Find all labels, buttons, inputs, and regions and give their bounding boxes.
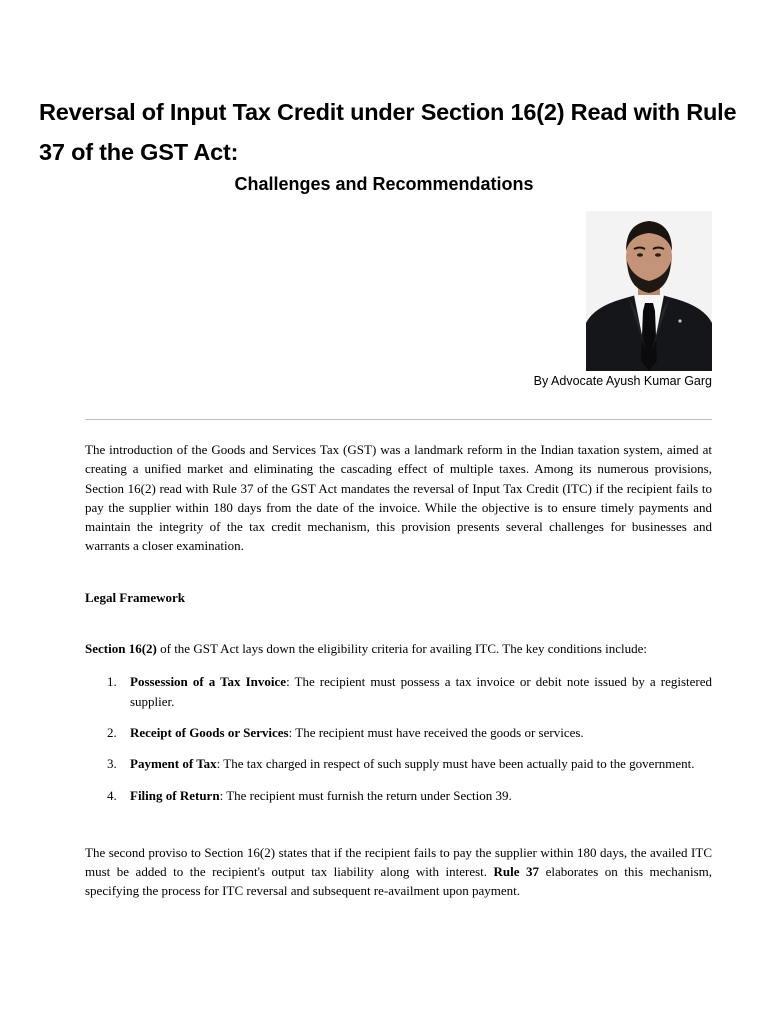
list-item-title: Payment of Tax — [130, 756, 217, 772]
list-item — [85, 754, 712, 773]
article-body — [85, 440, 712, 901]
list-item-title: Filing of Return — [130, 787, 220, 803]
list-item-text: : The recipient must possess a tax invoice or debit note issued by a registered supplier. — [130, 674, 712, 709]
page-title: Reversal of Input Tax Credit under Section 16(2) Read with Rule 37 of the GST Act: — [39, 99, 737, 165]
list-item — [85, 786, 712, 805]
list-item — [85, 672, 712, 711]
list-number: 4. — [107, 787, 117, 803]
list-item-text: : The recipient must furnish the return under Section 39. — [219, 787, 512, 803]
conditions-list — [85, 672, 712, 804]
list-item-title: Receipt of Goods or Services — [130, 724, 289, 740]
rule-37-label: Rule 37 — [493, 864, 540, 880]
list-number: 2. — [107, 724, 117, 740]
closing-paragraph — [85, 843, 712, 901]
legal-framework-heading: Legal Framework — [85, 589, 186, 605]
list-item-title: Possession of a Tax Invoice — [130, 674, 287, 690]
section-divider — [85, 419, 712, 420]
section-16-2-text: of the GST Act lays down the eligibility criteria for availing ITC. The key conditions include: — [156, 641, 648, 657]
list-item — [85, 723, 712, 742]
page-subtitle: Challenges and Recommendations — [234, 174, 534, 194]
closing-text-2: elaborates on this mechanism, specifying the process for ITC reversal and subsequent re-availment upon payment. — [85, 864, 712, 899]
closing-text-1: The second proviso to Section 16(2) states that if the recipient fails to pay the supplier within 180 days, the availed ITC must be added to the recipient's output tax liability along with interest. — [85, 844, 712, 880]
list-item-text: : The recipient must have received the goods or services. — [288, 724, 584, 740]
list-number: 1. — [107, 674, 117, 690]
list-number: 3. — [107, 756, 117, 772]
list-item-text: : The tax charged in respect of such supply must have been actually paid to the government. — [216, 756, 695, 772]
author-photo — [586, 211, 712, 371]
author-byline: By Advocate Ayush Kumar Garg — [533, 374, 712, 388]
section-16-2-label: Section 16(2) — [85, 641, 157, 657]
section-16-2-paragraph — [85, 639, 712, 658]
intro-paragraph: The introduction of the Goods and Services Tax (GST) was a landmark reform in the Indian taxation system, aimed at creating a unified market and eliminating the cascading effect of multiple taxes. Among its numerous provisions, Section 16(2) read with Rule 37 of the GST Act mandates the reversal of Input Tax Credit (ITC) if the recipient fails to pay the supplier within 180 days from the date of the invoice. While the objective is to ensure timely payments and maintain the integrity of the tax credit mechanism, this provision presents several challenges for businesses and warrants a closer examination. — [85, 442, 712, 554]
